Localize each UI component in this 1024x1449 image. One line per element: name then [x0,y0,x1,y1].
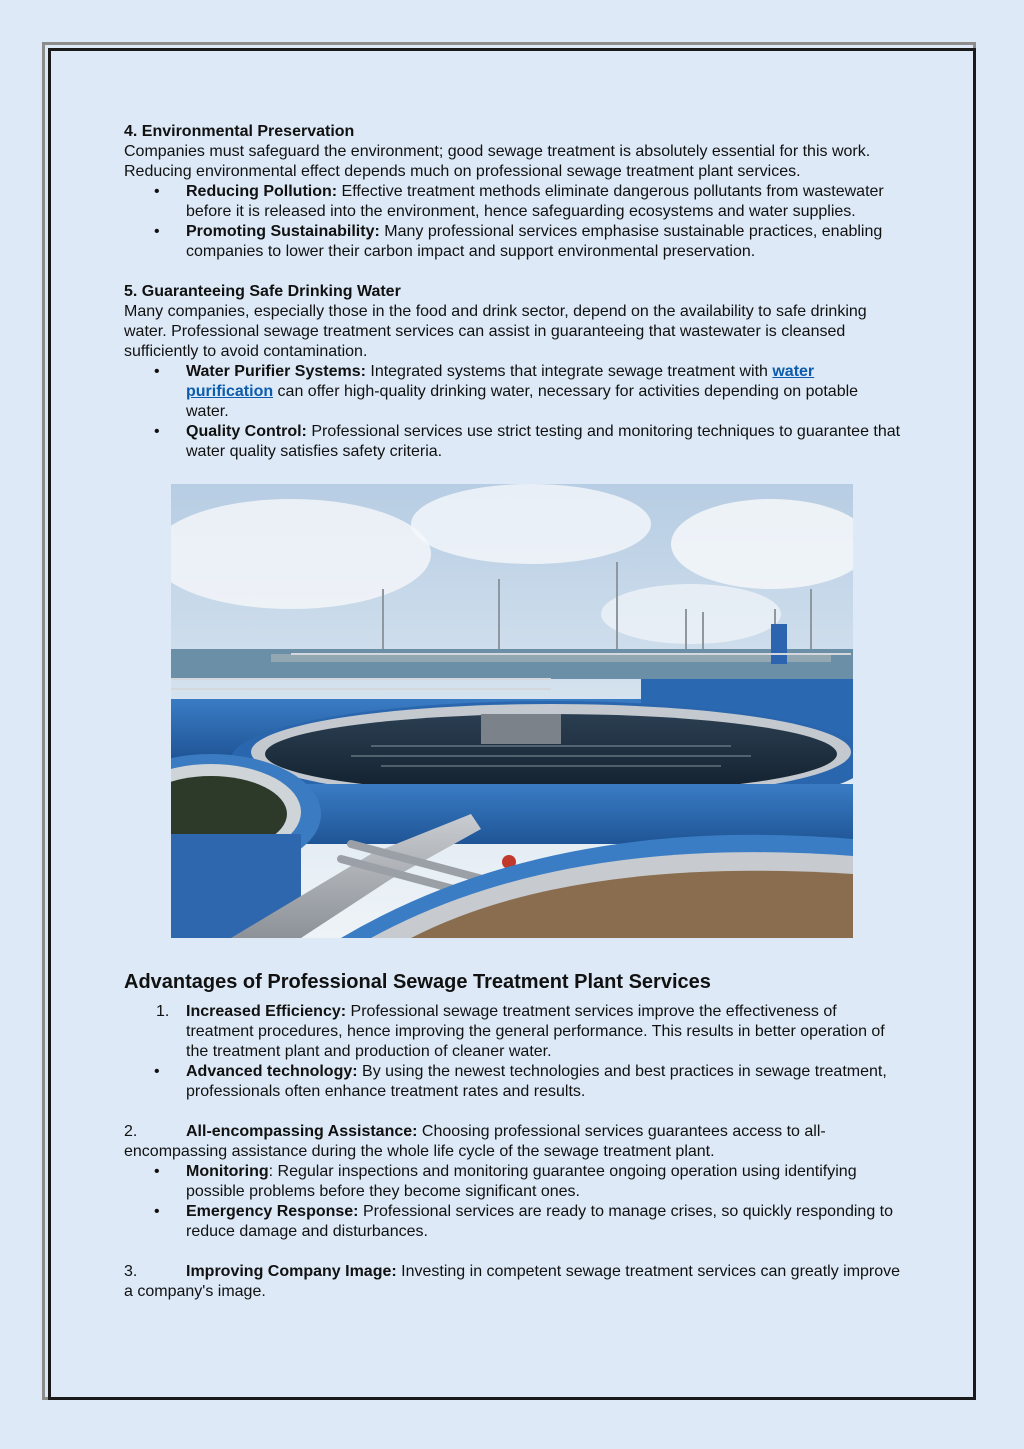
item-label: All-encompassing Assistance: [186,1123,418,1140]
bullet-text: can offer high-quality drinking water, necessary for activities depending on potable water. [186,383,859,420]
section-4-bullets [124,182,904,262]
bullet-label: Reducing Pollution: [186,183,338,200]
water-purification-link[interactable]: water purification [186,363,815,400]
section-5-bullets [124,362,904,462]
bullet-label: Emergency Response: [186,1203,359,1220]
item-number: 2. [124,1123,138,1140]
item-text: Professional sewage treatment services improve the effectiveness of treatment procedures, hence improving the general performance. This results in better operation of the treatment plant and production of cleaner water. [186,1003,885,1060]
list-item [186,1162,904,1202]
bullet-label: Promoting Sustainability: [186,223,380,240]
section-4-intro: Companies must safeguard the environment; good sewage treatment is absolutely essential for this work. Reducing environmental effect depends much on professional sewage treatment plant services. [124,143,871,180]
document-body-bottom [124,970,904,1302]
section-5-title: 5. Guaranteeing Safe Drinking Water [124,283,401,300]
item-text: Choosing professional services guarantees access to all-encompassing assistance during the whole life cycle of the sewage treatment plant. [124,1123,826,1160]
sewage-treatment-plant-photo [171,484,853,938]
bullet-text: Integrated systems that integrate sewage treatment with [365,363,773,380]
bullet-label: Water Purifier Systems: [186,363,366,380]
section-5-intro: Many companies, especially those in the food and drink sector, depend on the availability to safe drinking water. Professional sewage treatment services can assist in guaranteeing that wastewater is cleansed sufficiently to avoid contamination. [124,303,867,360]
bullet-label: Monitoring [186,1163,269,1180]
bullet-label: Quality Control: [186,423,307,440]
bullet-text: : Regular inspections and monitoring guarantee ongoing operation using identifying possible problems before they become significant ones. [186,1163,857,1200]
list-item [186,222,904,262]
bullet-text: Professional services are ready to manage crises, so quickly responding to reduce damage and disturbances. [186,1203,893,1240]
item-label: Improving Company Image: [186,1263,397,1280]
advantage-1-bullets [124,1062,904,1102]
list-item [186,1202,904,1242]
list-item [186,362,904,422]
bullet-label: Advanced technology: [186,1063,358,1080]
list-item [186,422,904,462]
section-4-title: 4. Environmental Preservation [124,123,355,140]
bullet-text: Effective treatment methods eliminate dangerous pollutants from wastewater before it is released into the environment, hence safeguarding ecosystems and water supplies. [186,183,884,220]
bullet-text: Many professional services emphasise sustainable practices, enabling companies to lower their carbon impact and support environmental preservation. [186,223,883,260]
advantages-heading: Advantages of Professional Sewage Treatment Plant Services [124,971,711,993]
document-body-top [124,122,904,462]
advantage-2-bullets [124,1162,904,1242]
list-item [186,182,904,222]
item-number: 3. [124,1263,138,1280]
advantage-item-3 [124,1262,904,1302]
item-number: 1. [156,1003,170,1020]
bullet-text: By using the newest technologies and best practices in sewage treatment, professionals often enhance treatment rates and results. [186,1063,887,1100]
item-label: Increased Efficiency: [186,1003,347,1020]
advantage-item-1 [124,1002,904,1062]
item-text: Investing in competent sewage treatment services can greatly improve a company's image. [124,1263,901,1300]
list-item [186,1062,904,1102]
advantage-item-2 [124,1122,904,1162]
bullet-text: Professional services use strict testing and monitoring techniques to guarantee that water quality satisfies safety criteria. [186,423,901,460]
